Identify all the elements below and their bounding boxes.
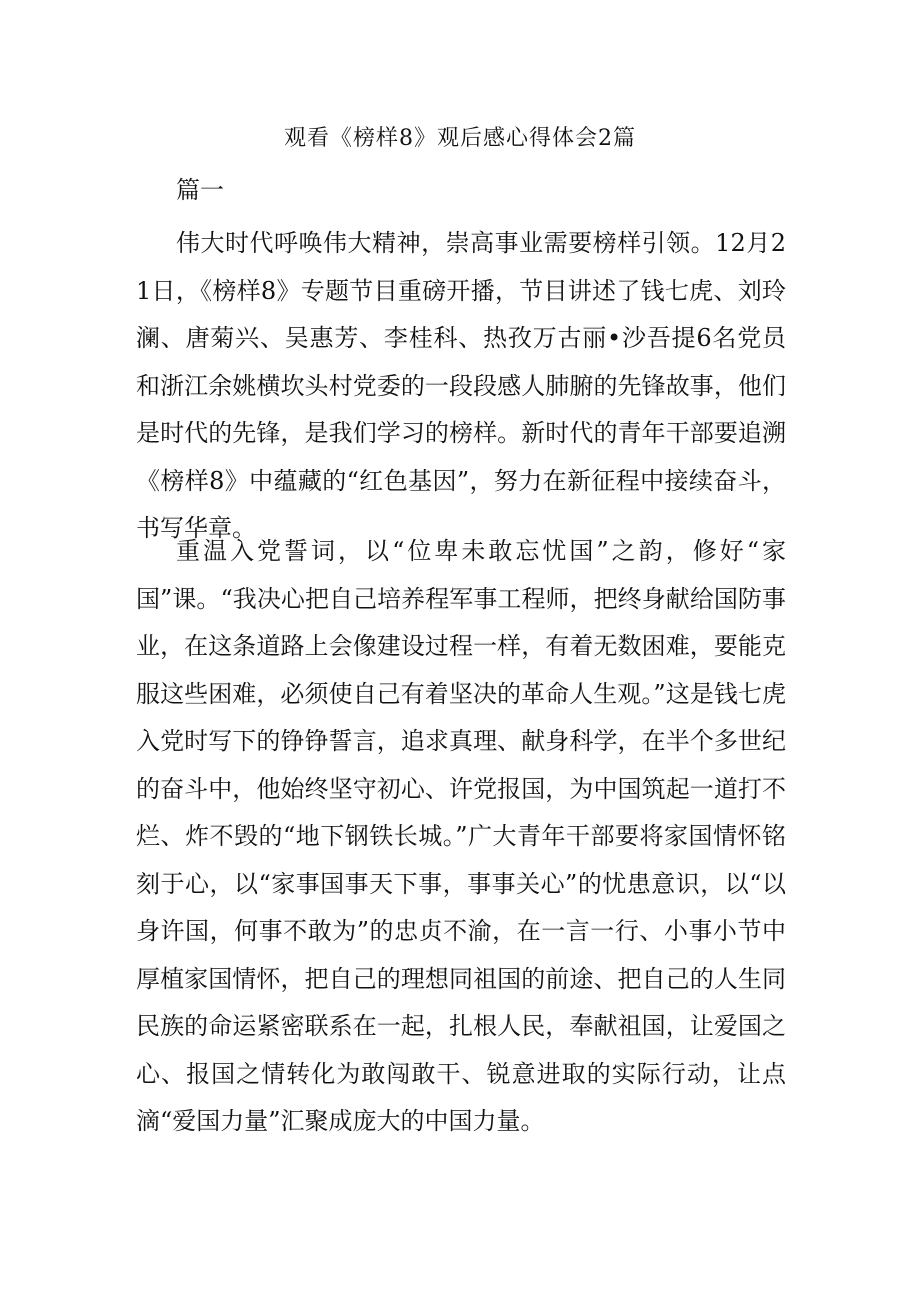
body-paragraph-1: 伟大时代呼唤伟大精神，崇高事业需要榜样引领。12月21日，《榜样8》专题节目重磅开播，节目讲述了钱七虎、刘玲澜、唐菊兴、吴惠芳、李桂科、热孜万古丽•沙吾提6名党员和浙江余姚横坎头村党委的一段段感人肺腑的先锋故事，他们是时代的先锋，是我们学习的榜样。新时代的青年干部要追溯《榜样8》中蕴藏的“红色基因”，努力在新征程中接续奋斗，书写华章。: [136, 229, 786, 542]
document-title: 观看《榜样8》观后感心得体会2篇: [284, 126, 636, 151]
body-paragraph-2: 重温入党誓词，以“位卑未敢忘忧国”之韵，修好“家国”课。“我决心把自己培养程军事工程师，把终身献给国防事业，在这条道路上会像建设过程一样，有着无数困难，要能克服这些困难，必须使自己有着坚决的革命人生观。”这是钱七虎入党时写下的铮铮誓言，追求真理、献身科学，在半个多世纪的奋斗中，他始终坚守初心、许党报国，为中国筑起一道打不烂、炸不毁的“地下钢铁长城。”广大青年干部要将家国情怀铭刻于心，以“家事国事天下事，事事关心”的忧患意识，以“以身许国，何事不敢为”的忠贞不渝，在一言一行、小事小节中厚植家国情怀，把自己的理想同祖国的前途、把自己的人生同民族的命运紧密联系在一起，扎根人民，奉献祖国，让爱国之心、报国之情转化为敢闯敢干、锐意进取的实际行动，让点滴“爱国力量”汇聚成庞大的中国力量。: [136, 537, 786, 1135]
section-heading: 篇一: [176, 176, 224, 204]
